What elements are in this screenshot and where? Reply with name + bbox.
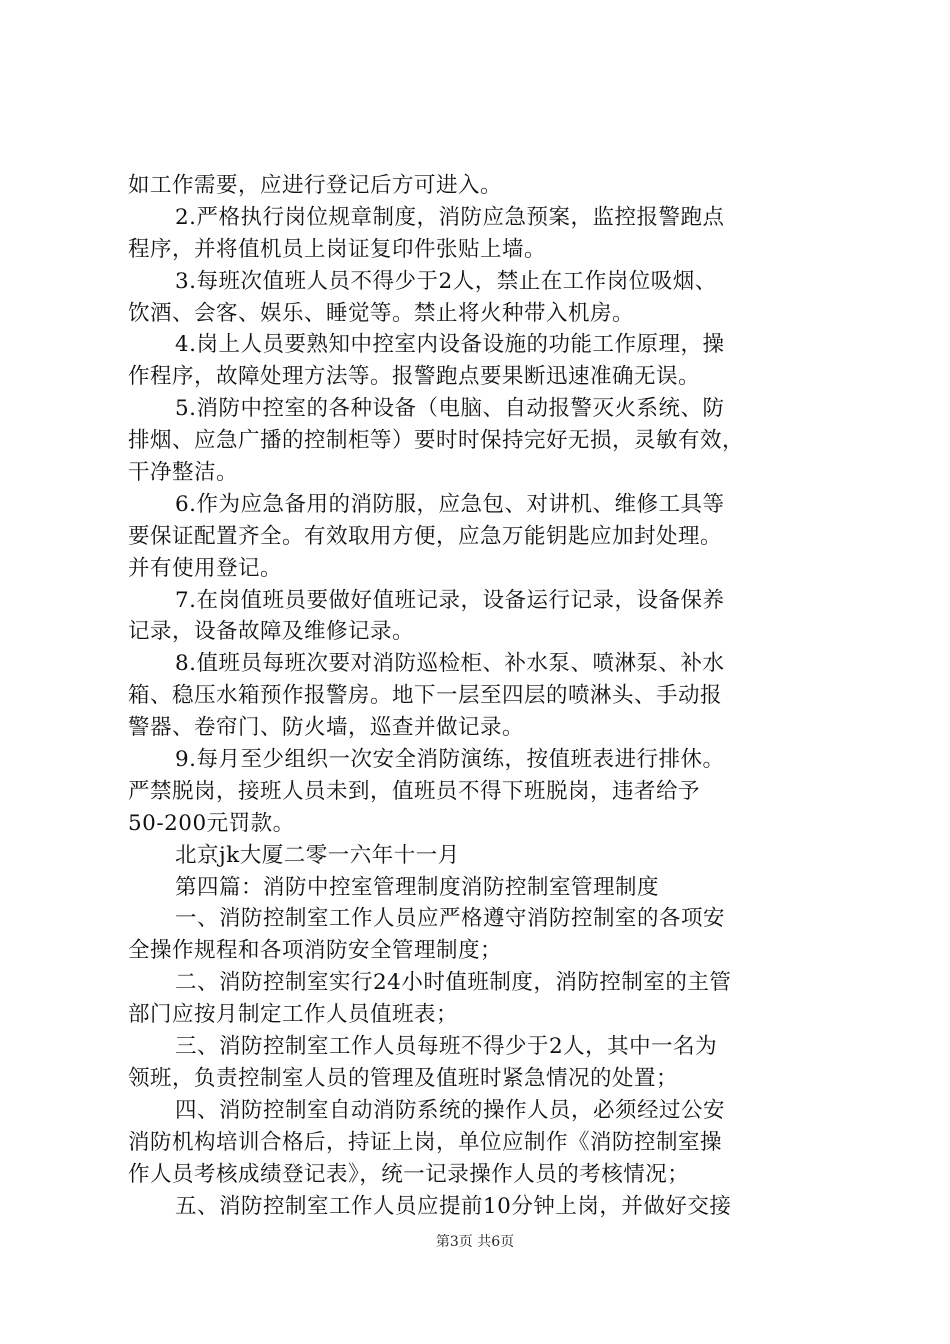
text-line: 要保证配置齐全。有效取用方便，应急万能钥匙应加封处理。 (128, 523, 723, 549)
text-line: 7.在岗值班员要做好值班记录，设备运行记录，设备保养 (175, 587, 725, 613)
text-line: 领班，负责控制室人员的管理及值班时紧急情况的处置； (128, 1065, 679, 1091)
text-line: 记录，设备故障及维修记录。 (128, 619, 415, 645)
text-line: 2.严格执行岗位规章制度，消防应急预案，监控报警跑点 (175, 204, 725, 230)
text-line: 第四篇：消防中控室管理制度消防控制室管理制度 (175, 874, 660, 900)
page-footer: 第3页 共6页 (435, 1234, 515, 1250)
text-line: 4.岗上人员要熟知中控室内设备设施的功能工作原理，操 (175, 332, 725, 358)
text-line: 50-200元罚款。 (128, 810, 295, 836)
text-line: 5.消防中控室的各种设备（电脑、自动报警灭火系统、防 (175, 396, 725, 422)
text-line: 作程序，故障处理方法等。报警跑点要果断迅速准确无误。 (128, 364, 701, 390)
text-line: 干净整洁。 (128, 460, 239, 486)
text-line: 严禁脱岗，接班人员未到，值班员不得下班脱岗，违者给予 (128, 778, 701, 804)
text-line: 箱、稳压水箱预作报警房。地下一层至四层的喷淋头、手动报 (128, 683, 723, 709)
text-line: 二、消防控制室实行24小时值班制度，消防控制室的主管 (175, 970, 732, 996)
text-line: 部门应按月制定工作人员值班表； (128, 1002, 459, 1028)
text-line: 3.每班次值班人员不得少于2人，禁止在工作岗位吸烟、 (175, 268, 717, 294)
text-line: 五、消防控制室工作人员应提前10分钟上岗，并做好交接 (175, 1193, 732, 1219)
text-line: 北京jk大厦二零一六年十一月 (175, 842, 460, 868)
document-body (128, 170, 840, 1222)
text-line: 全操作规程和各项消防安全管理制度； (128, 938, 503, 964)
text-line: 警器、卷帘门、防火墙，巡查并做记录。 (128, 715, 525, 741)
text-line: 一、消防控制室工作人员应严格遵守消防控制室的各项安 (175, 906, 726, 932)
text-line: 并有使用登记。 (128, 555, 283, 581)
text-line: 如工作需要，应进行登记后方可进入。 (128, 173, 503, 198)
text-line: 作人员考核成绩登记表》，统一记录操作人员的考核情况； (128, 1161, 690, 1187)
text-line: 四、消防控制室自动消防系统的操作人员，必须经过公安 (175, 1097, 726, 1123)
text-line: 6.作为应急备用的消防服，应急包、对讲机、维修工具等 (175, 491, 725, 517)
text-line: 程序，并将值机员上岗证复印件张贴上墙。 (128, 236, 547, 262)
text-line: 三、消防控制室工作人员每班不得少于2人，其中一名为 (175, 1034, 718, 1060)
text-line: 消防机构培训合格后，持证上岗，单位应制作《消防控制室操 (128, 1129, 723, 1155)
text-line: 8.值班员每班次要对消防巡检柜、补水泵、喷淋泵、补水 (175, 651, 725, 677)
text-line: 9.每月至少组织一次安全消防演练，按值班表进行排休。 (175, 747, 725, 773)
text-line: 饮酒、会客、娱乐、睡觉等。禁止将火种带入机房。 (128, 300, 635, 326)
text-line: 排烟、应急广播的控制柜等）要时时保持完好无损，灵敏有效， (128, 428, 745, 454)
